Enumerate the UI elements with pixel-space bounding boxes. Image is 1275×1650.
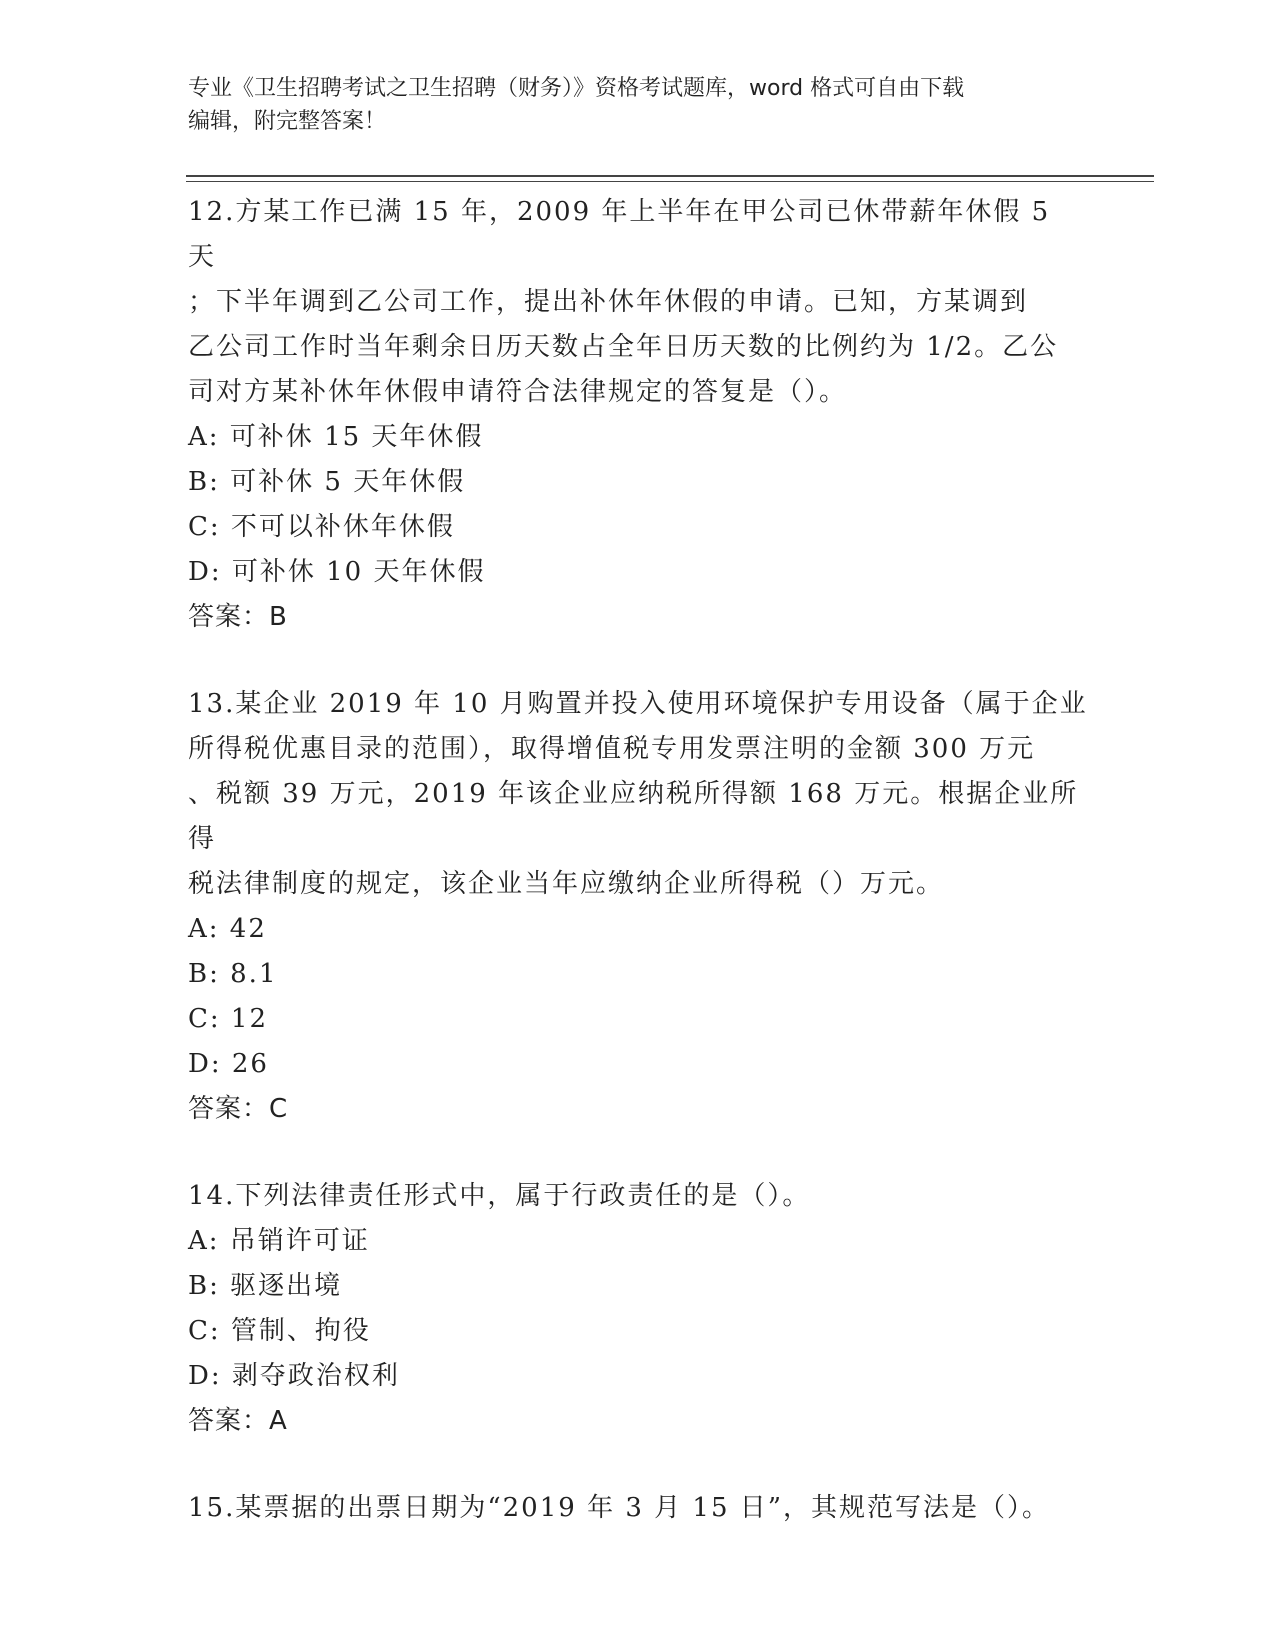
question-text: 税法律制度的规定，该企业当年应缴纳企业所得税（）万元。	[188, 869, 945, 899]
header-line-2: 编辑，附完整答案！	[188, 109, 387, 134]
option-c: C: 12	[188, 1004, 269, 1034]
option-a: A: 吊销许可证	[188, 1226, 370, 1256]
option-b: B: 可补休 5 天年休假	[188, 467, 466, 497]
question-14	[188, 1174, 1088, 1444]
question-text: 13.某企业 2019 年 10 月购置并投入使用环境保护专用设备（属于企业	[188, 689, 1088, 719]
question-text: 15.某票据的出票日期为“2019 年 3 月 15 日”，其规范写法是（）。	[188, 1493, 1051, 1523]
option-c: C: 管制、拘役	[188, 1316, 371, 1346]
question-text: 、税额 39 万元，2019 年该企业应纳税所得额 168 万元。根据企业所得	[188, 779, 1079, 854]
option-b: B: 驱逐出境	[188, 1271, 343, 1301]
question-15	[188, 1486, 1088, 1531]
question-list	[188, 190, 1088, 1573]
header-rule-bottom	[186, 181, 1154, 182]
option-b: B: 8.1	[188, 959, 278, 989]
question-text: ；下半年调到乙公司工作，提出补休年休假的申请。已知，方某调到	[188, 287, 1029, 317]
question-text: 12.方某工作已满 15 年，2009 年上半年在甲公司已休带薪年休假 5 天	[188, 197, 1051, 272]
question-12	[188, 190, 1088, 640]
question-text: 14.下列法律责任形式中，属于行政责任的是（）。	[188, 1181, 811, 1211]
option-a: A: 可补休 15 天年休假	[188, 422, 484, 452]
question-text: 司对方某补休年休假申请符合法律规定的答复是（）。	[188, 377, 848, 407]
answer-line: 答案：C	[188, 1094, 289, 1124]
header-rule-top	[186, 175, 1154, 177]
question-text: 所得税优惠目录的范围），取得增值税专用发票注明的金额 300 万元	[188, 734, 1036, 764]
question-13	[188, 682, 1088, 1132]
option-c: C: 不可以补休年休假	[188, 512, 455, 542]
option-d: D: 26	[188, 1049, 269, 1079]
header-line-1: 专业《卫生招聘考试之卫生招聘（财务）》资格考试题库，word 格式可自由下载	[188, 76, 965, 101]
answer-line: 答案：A	[188, 1406, 288, 1436]
option-d: D: 剥夺政治权利	[188, 1361, 400, 1391]
answer-line: 答案：B	[188, 602, 288, 632]
document-header	[188, 72, 1068, 138]
option-d: D: 可补休 10 天年休假	[188, 557, 486, 587]
option-a: A: 42	[188, 914, 267, 944]
question-text: 乙公司工作时当年剩余日历天数占全年日历天数的比例约为 1/2。乙公	[188, 332, 1059, 362]
